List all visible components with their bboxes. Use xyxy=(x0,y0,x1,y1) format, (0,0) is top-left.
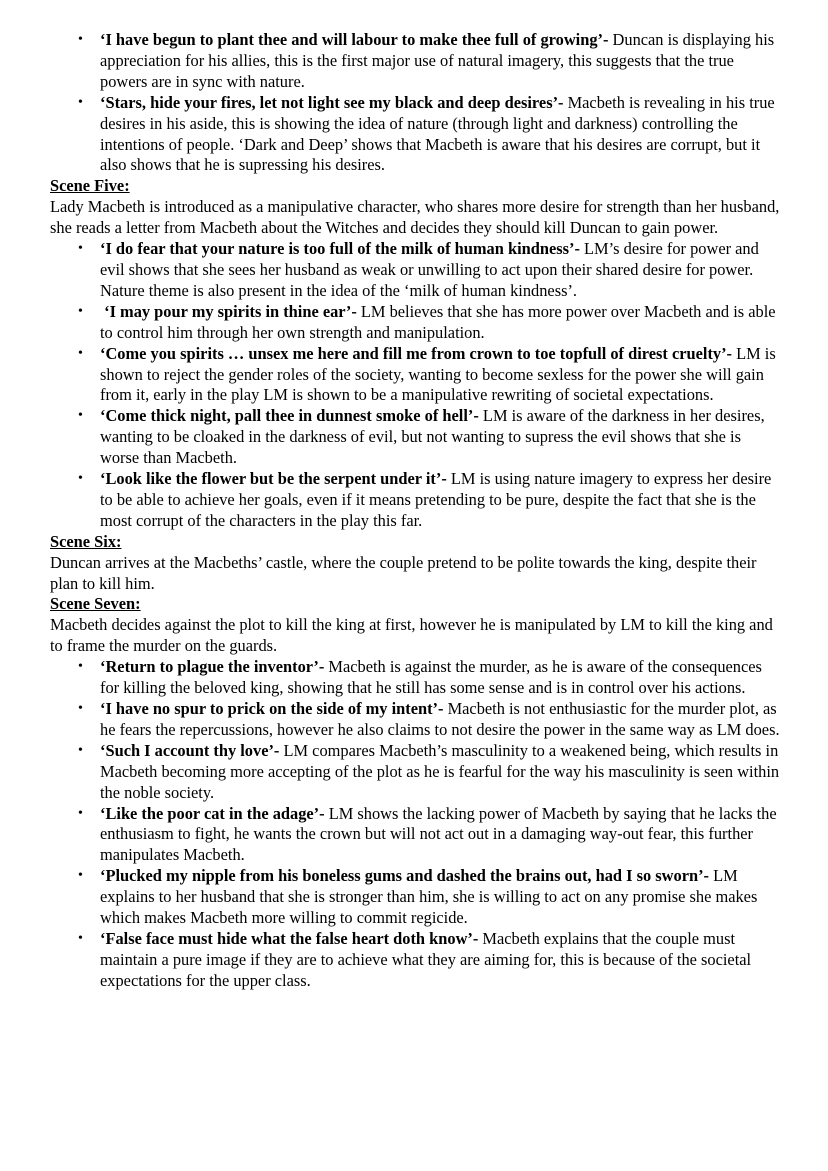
quote-item xyxy=(78,866,782,929)
quote-item xyxy=(78,301,782,344)
analysis-text: LM shows the lacking power of Macbeth by saying that he lacks the enthusiasm to fight, he wants the crown but will not act out in a damaging way-out fear, this further manipulates Macbeth. xyxy=(100,803,777,865)
scene-six-summary: Duncan arrives at the Macbeths’ castle, where the couple pretend to be polite towards the king, despite their plan to kill him. xyxy=(50,552,757,593)
quote-text: ‘I have begun to plant thee and will labour to make thee full of growing’- xyxy=(100,30,609,49)
scene-five-heading: Scene Five: xyxy=(50,176,130,196)
analysis-text: Macbeth is not enthusiastic for the murder plot, as he fears the repercussions, however he also claims to not desire the power in the same way as LM does. xyxy=(100,699,780,739)
bullet-icon: • xyxy=(78,930,83,946)
analysis-text: LM is aware of the darkness in her desires, wanting to be cloaked in the darkness of evil, but not wanting to supress the evil shows that she is worse than Macbeth. xyxy=(100,406,765,468)
quote-item xyxy=(78,343,782,407)
quote-item xyxy=(78,406,782,469)
analysis-text: LM is shown to reject the gender roles of the society, wanting to become sexless for the power she will gain from it, early in the play LM is shown to be a manipulative rewriting of societal expectations. xyxy=(100,343,776,405)
quote-text: ‘Come you spirits … unsex me here and fill me from crown to toe topfull of direst cruelty’- xyxy=(100,343,733,363)
bullet-icon: • xyxy=(78,32,83,47)
analysis-text: Duncan is displaying his appreciation for his allies, this is the first major use of natural imagery, this suggests that the true powers are in sync with nature. xyxy=(100,30,775,91)
quote-text: ‘I do fear that your nature is too full of the milk of human kindness’- xyxy=(100,239,580,259)
scene-seven-summary: Macbeth decides against the plot to kill the king at first, however he is manipulated by LM to kill the king and to frame the murder on the guards. xyxy=(50,615,773,656)
quote-text: ‘I have no spur to prick on the side of my intent’- xyxy=(100,699,444,718)
analysis-text: LM believes that she has more power over Macbeth and is able to control him through her own strength and manipulation. xyxy=(100,301,776,342)
quote-text: ‘Like the poor cat in the adage’- xyxy=(100,803,325,823)
bullet-icon: • xyxy=(78,805,83,821)
bullet-icon: • xyxy=(78,742,83,758)
quote-text: ‘Come thick night, pall thee in dunnest smoke of hell’- xyxy=(100,406,479,426)
quote-text: ‘False face must hide what the false heart doth know’- xyxy=(100,928,479,948)
scene-five-quote-list xyxy=(50,239,782,532)
quote-item xyxy=(78,699,782,741)
quote-text: ‘Such I account thy love’- xyxy=(100,740,280,760)
quote-item xyxy=(78,928,782,992)
quote-item xyxy=(78,92,782,177)
bullet-icon: • xyxy=(78,303,83,319)
scene-five-section xyxy=(50,176,782,531)
bullet-icon: • xyxy=(78,241,83,257)
quote-text: ‘I may pour my spirits in thine ear’- xyxy=(100,301,357,321)
scene-seven-section xyxy=(50,594,782,991)
quote-item xyxy=(78,657,782,699)
scene-seven-quote-list xyxy=(50,657,782,992)
scene-six-heading: Scene Six: xyxy=(50,531,122,551)
quote-item xyxy=(78,30,782,93)
quote-item xyxy=(78,740,782,804)
bullet-icon: • xyxy=(78,659,83,675)
scene-seven-heading: Scene Seven: xyxy=(50,594,141,614)
quote-item xyxy=(78,469,782,532)
bullet-icon: • xyxy=(78,408,83,424)
analysis-text: LM’s desire for power and evil shows that she sees her husband as weak or unwilling to act upon their shared desire for power. Nature theme is also present in the idea of the ‘milk of human kindness’. xyxy=(100,239,759,300)
analysis-text: Macbeth is revealing in his true desires in his aside, this is showing the idea of nature (through light and darkness) controlling the intentions of people. ‘Dark and Deep’ shows that Macbeth is aware that his desires are corrupt, but it also shows that he is supressing his desires. xyxy=(100,92,775,175)
analysis-text: Macbeth is against the murder, as he is aware of the consequences for killing the beloved king, showing that he still has some sense and is in control over his actions. xyxy=(100,657,762,698)
bullet-icon: • xyxy=(78,701,83,716)
quote-text: ‘Look like the flower but be the serpent under it’- xyxy=(100,469,447,489)
quote-item xyxy=(78,803,782,867)
intro-quote-list xyxy=(50,30,782,176)
bullet-icon: • xyxy=(78,471,83,487)
bullet-icon: • xyxy=(78,94,83,110)
scene-five-summary: Lady Macbeth is introduced as a manipulative character, who shares more desire for strength than her husband, she reads a letter from Macbeth about the Witches and decides they should kill Duncan to gain power. xyxy=(50,197,780,238)
quote-text: ‘Stars, hide your fires, let not light see my black and deep desires’- xyxy=(100,92,564,112)
quote-text: ‘Plucked my nipple from his boneless gums and dashed the brains out, had I so sworn’- xyxy=(100,866,709,886)
scene-six-section xyxy=(50,532,782,595)
analysis-text: LM compares Macbeth’s masculinity to a weakened being, which results in Macbeth becoming more accepting of the plot as he is fearful for the way his masculinity is seen within the noble society. xyxy=(100,740,780,802)
bullet-icon: • xyxy=(78,345,83,361)
analysis-text: LM is using nature imagery to express her desire to be able to achieve her goals, even if it means pretending to be pure, despite the fact that she is the most corrupt of the characters in the play this far. xyxy=(100,469,772,530)
document-page xyxy=(50,30,782,992)
analysis-text: Macbeth explains that the couple must maintain a pure image if they are to achieve what they are aiming for, this is because of the societal expectations for the upper class. xyxy=(100,928,752,990)
analysis-text: LM explains to her husband that she is stronger than him, she is willing to act on any promise she makes which makes Macbeth more willing to commit regicide. xyxy=(100,866,758,928)
quote-item xyxy=(78,239,782,302)
quote-text: ‘Return to plague the inventor’- xyxy=(100,657,325,677)
bullet-icon: • xyxy=(78,868,83,884)
